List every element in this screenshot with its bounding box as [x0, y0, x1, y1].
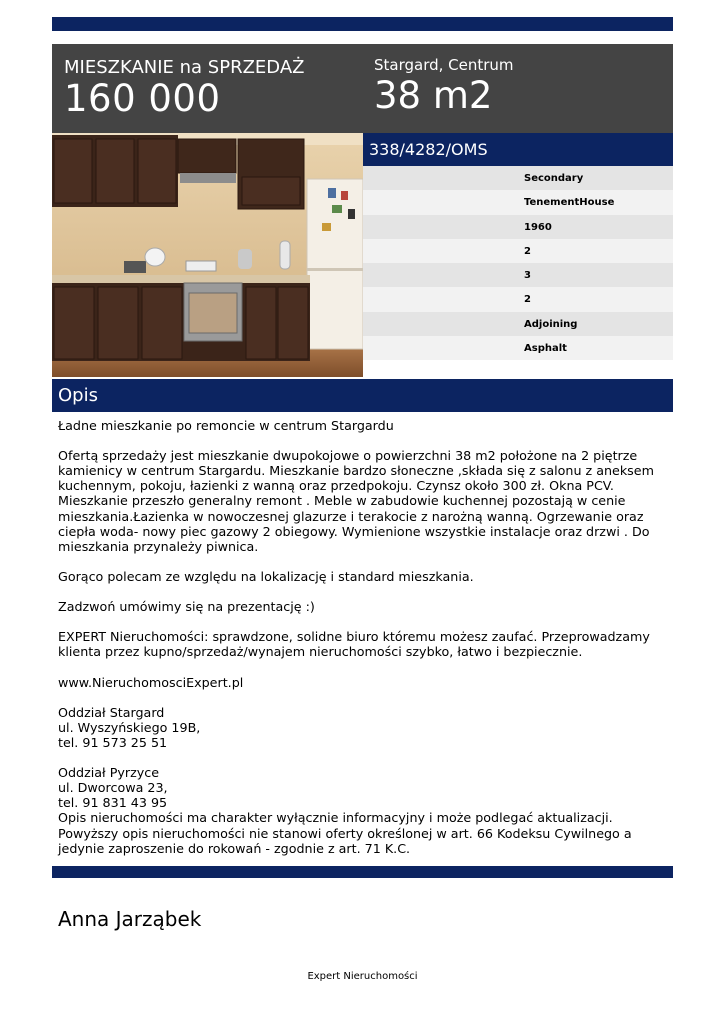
office-name: Oddział Stargard	[58, 704, 165, 720]
listing-area: 38 m2	[374, 74, 493, 117]
description-title: Opis	[58, 385, 98, 406]
spacer	[58, 750, 670, 765]
spec-row	[363, 190, 673, 214]
listing-type-label: MIESZKANIE na SPRZEDAŻ	[64, 57, 305, 78]
top-accent-bar	[52, 17, 673, 31]
office-phone: tel. 91 831 43 95	[58, 795, 168, 811]
listing-price: 160 000	[64, 77, 221, 120]
description-paragraph: Ładne mieszkanie po remoncie w centrum Stargardu	[58, 418, 394, 433]
office-phone: tel. 91 573 25 51	[58, 734, 168, 750]
spec-value: 1960	[524, 221, 552, 233]
office-name: Oddział Pyrzyce	[58, 765, 160, 781]
listing-header	[52, 44, 673, 133]
kitchen-photo-illustration	[52, 133, 363, 377]
bottom-accent-bar	[52, 866, 673, 878]
spec-value: TenementHouse	[524, 197, 615, 209]
description-paragraph: Zadzwoń umówimy się na prezentację :)	[58, 599, 315, 615]
office-stargard	[58, 705, 670, 750]
listing-location: Stargard, Centrum	[374, 56, 514, 74]
listing-reference: 338/4282/OMS	[369, 140, 488, 159]
office-pyrzyce	[58, 765, 670, 810]
description-paragraph: Ofertą sprzedaży jest mieszkanie dwupokojowe o powierzchni 38 m2 położone na 2 piętrze kamienicy w centrum Stargardu. Mieszkanie bardzo słoneczne ,składa się z salonu z aneksem kuchennym, pokoju, łazienki z wanną oraz przedpokoju. Czynsz około 300 zł. Okna PCV. Mieszkanie przeszło generalny remont . Meble w zabudowie kuchennej pozostają w cenie mieszkania.Łazienka w nowoczesnej glazurze i terakocie z narożną wanną. Ogrzewanie oraz ciepła woda- nowy piec gazowy 2 obiegowy. Wymienione wszystkie instalacje oraz drzwi . Do mieszkania przynależy piwnica.	[58, 448, 654, 554]
website-link[interactable]: www.NieruchomosciExpert.pl	[58, 674, 244, 690]
spec-row	[363, 166, 673, 190]
disclaimer: Opis nieruchomości ma charakter wyłącznie informacyjny i może podlegać aktualizacji. Powyższy opis nieruchomości nie stanowi oferty określonej w art. 66 Kodeksu Cywilnego a jedynie zaproszenie do rokowań - zgodnie z art. 71 K.C.	[58, 810, 632, 856]
spec-row	[363, 312, 673, 336]
agent-name: Anna Jarząbek	[58, 907, 202, 931]
footer-company: Expert Nieruchomości	[307, 971, 418, 982]
spec-row	[363, 263, 673, 287]
office-address: ul. Dworcowa 23,	[58, 780, 168, 796]
spec-value: Secondary	[524, 173, 584, 184]
description-paragraph: Gorąco polecam ze względu na lokalizację i standard mieszkania.	[58, 568, 474, 584]
spec-row	[363, 215, 673, 239]
spec-row	[363, 336, 673, 360]
property-photo	[52, 133, 363, 377]
spec-row	[363, 287, 673, 311]
description-paragraph: EXPERT Nieruchomości: sprawdzone, solidne biuro któremu możesz zaufać. Przeprowadzamy klienta przez kupno/sprzedaż/wynajem nieruchomości szybko, łatwo i bezpiecznie.	[58, 629, 650, 660]
description-header	[52, 379, 673, 412]
specs-table	[363, 166, 673, 360]
spec-value: Asphalt	[524, 343, 567, 355]
spec-value: 3	[524, 270, 531, 282]
office-address: ul. Wyszyńskiego 19B,	[58, 719, 201, 735]
spec-value: Adjoining	[524, 318, 578, 330]
spec-row	[363, 239, 673, 263]
description-body	[58, 418, 670, 856]
spec-value: 2	[524, 294, 531, 306]
spec-value: 2	[524, 245, 531, 257]
reference-bar	[363, 133, 673, 166]
